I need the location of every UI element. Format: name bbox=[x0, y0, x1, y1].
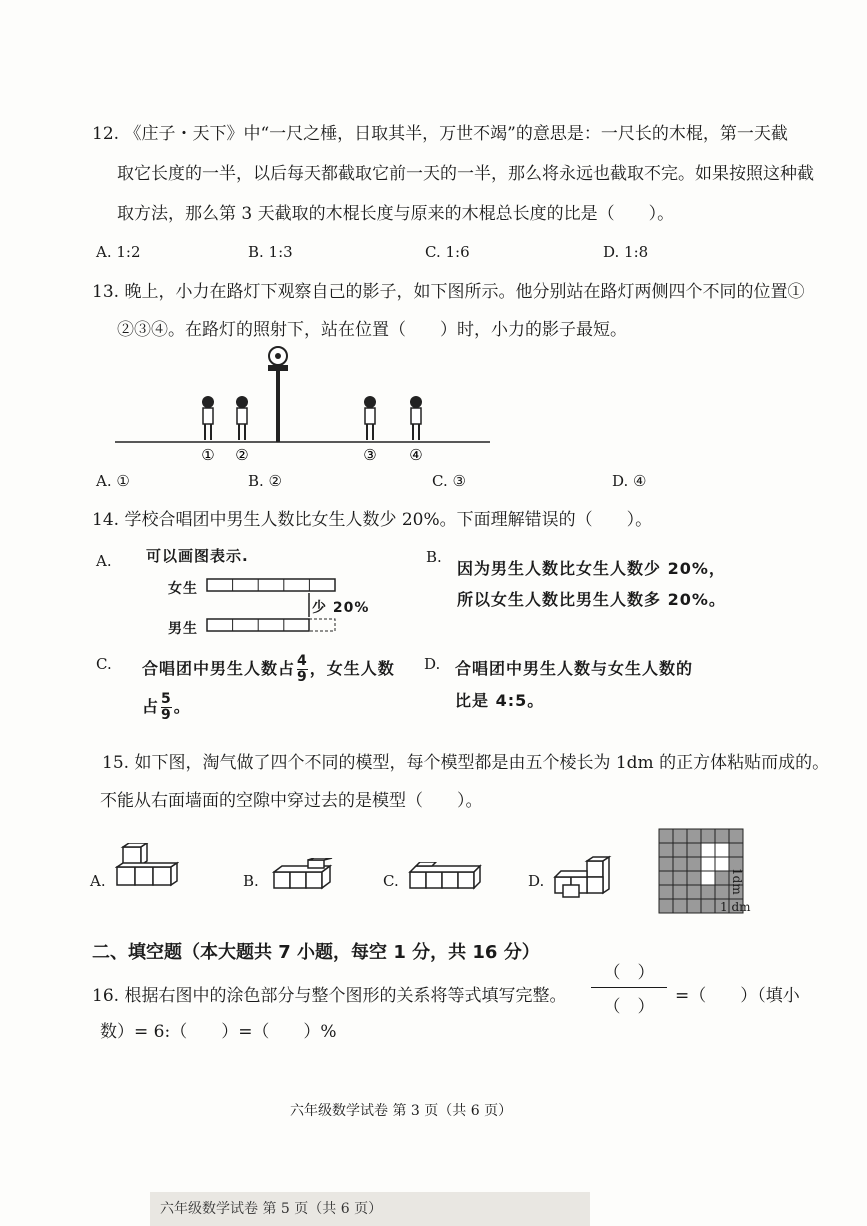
q12-line1: 12. 《庄子・天下》中“一尺之棰，日取其半，万世不竭”的意思是：一尺长的木棍，第一天截 bbox=[92, 124, 788, 144]
wall-cell bbox=[729, 843, 743, 857]
q14-a-text: 可以画图表示. bbox=[146, 547, 249, 565]
wall-cell bbox=[701, 829, 715, 843]
q14-b-line1: 因为男生人数比女生人数少 20%， bbox=[457, 559, 726, 578]
wall-cell bbox=[687, 829, 701, 843]
q15-line1: 15. 如下图，淘气做了四个不同的模型，每个模型都是由五个棱长为 1dm 的正方体粘贴而成的。 bbox=[102, 753, 830, 773]
girls-bar bbox=[207, 579, 335, 591]
person-icon-3 bbox=[364, 396, 376, 440]
wall-cell bbox=[673, 843, 687, 857]
q15-label-a: A. bbox=[90, 872, 106, 890]
wall-cell bbox=[729, 829, 743, 843]
q12-option-d: D. 1:8 bbox=[603, 243, 649, 261]
q13-line2: ②③④。在路灯的照射下，站在位置（ ）时，小力的影子最短。 bbox=[117, 320, 627, 340]
q13-line1: 13. 晚上，小力在路灯下观察自己的影子，如下图所示。他分别站在路灯两侧四个不同的位置① bbox=[92, 282, 805, 302]
q12-line2: 取它长度的一半，以后每天都截取它前一天的一半，那么将永远也截取不完。如果按照这种截 bbox=[117, 164, 814, 184]
q16-line2: 数）= 6:（ ）=（ ）% bbox=[100, 1022, 337, 1042]
q13-option-d: D. ④ bbox=[612, 472, 647, 490]
q12-line3: 取方法，那么第 3 天截取的木棍长度与原来的木棍总长度的比是（ ）。 bbox=[117, 204, 675, 224]
wall-cell bbox=[687, 899, 701, 913]
boys-bar bbox=[207, 619, 335, 631]
q14-a-boys-label: 男生 bbox=[168, 621, 198, 637]
q14-c-line2: 占 $\frac{5}{9}$ 。 bbox=[142, 691, 191, 723]
q15-label-d: D. bbox=[528, 872, 545, 890]
wall-cell bbox=[673, 871, 687, 885]
position-label-3: ③ bbox=[363, 446, 377, 464]
wall-cell bbox=[715, 829, 729, 843]
section-2-title: 二、填空题（本大题共 7 小题，每空 1 分，共 16 分） bbox=[92, 942, 540, 963]
q14-c-label: C. bbox=[96, 655, 112, 673]
model-d-cubes bbox=[553, 855, 613, 901]
wall-gap-cell bbox=[701, 871, 715, 885]
wall-cell bbox=[673, 885, 687, 899]
wall-cell bbox=[673, 899, 687, 913]
person-icon-2 bbox=[236, 396, 248, 440]
wall-cell bbox=[701, 885, 715, 899]
q14-a-label: A. bbox=[96, 552, 112, 570]
wall-dim-horizontal: 1 dm bbox=[720, 900, 751, 914]
wall-gap-cell bbox=[701, 843, 715, 857]
q14-b-line2: 所以女生人数比男生人数多 20%。 bbox=[457, 590, 726, 609]
bleed-through-footer: 六年级数学试卷 第 5 页（共 6 页） bbox=[160, 1201, 383, 1217]
wall-cell bbox=[673, 829, 687, 843]
q14-d-line2: 比是 4:5。 bbox=[455, 691, 545, 710]
q14-a-girls-label: 女生 bbox=[168, 581, 198, 597]
q16-line1-tail: =（ ）（填小 bbox=[675, 986, 800, 1006]
q12-option-a: A. 1:2 bbox=[96, 243, 141, 261]
wall-cell bbox=[659, 857, 673, 871]
wall-cell bbox=[687, 885, 701, 899]
q12-option-b: B. 1:3 bbox=[248, 243, 293, 261]
wall-dim-vertical: 1dm bbox=[730, 868, 744, 895]
wall-cell bbox=[701, 899, 715, 913]
wall-cell bbox=[715, 871, 729, 885]
q15-label-b: B. bbox=[243, 872, 259, 890]
q14-d-line1: 合唱团中男生人数与女生人数的 bbox=[455, 659, 694, 678]
wall-gap-cell bbox=[715, 843, 729, 857]
wall-cell bbox=[659, 829, 673, 843]
q16-fraction-blank: （ ） （ ） bbox=[591, 958, 667, 1017]
q13-option-a: A. ① bbox=[96, 472, 130, 490]
wall-cell bbox=[687, 871, 701, 885]
wall-cell bbox=[659, 871, 673, 885]
wall-cell bbox=[659, 843, 673, 857]
model-b-cubes bbox=[272, 858, 338, 894]
streetlight-figure bbox=[110, 340, 495, 465]
q14-c-line1: 合唱团中男生人数占 $\frac{4}{9}$ ，女生人数 bbox=[142, 653, 395, 685]
page-footer: 六年级数学试卷 第 3 页（共 6 页） bbox=[290, 1103, 513, 1119]
q14-a-less-label: 少 20% bbox=[312, 600, 370, 616]
position-label-4: ④ bbox=[409, 446, 423, 464]
wall-cell bbox=[659, 885, 673, 899]
wall-cell bbox=[715, 885, 729, 899]
position-label-2: ② bbox=[235, 446, 249, 464]
q14-stem: 14. 学校合唱团中男生人数比女生人数少 20%。下面理解错误的（ ）。 bbox=[92, 510, 653, 530]
wall-gap-cell bbox=[701, 857, 715, 871]
q13-option-b: B. ② bbox=[248, 472, 283, 490]
q14-b-label: B. bbox=[426, 548, 442, 566]
q14-d-label: D. bbox=[424, 655, 441, 673]
q15-label-c: C. bbox=[383, 872, 399, 890]
wall-cell bbox=[673, 857, 687, 871]
streetlight-icon bbox=[268, 347, 288, 442]
person-icon-1 bbox=[202, 396, 214, 440]
q13-option-c: C. ③ bbox=[432, 472, 466, 490]
fraction-5-9: $\frac{5}{9}$ bbox=[161, 691, 172, 723]
fraction-4-9: $\frac{4}{9}$ bbox=[297, 653, 308, 685]
wall-gap-cell bbox=[715, 857, 729, 871]
person-icon-4 bbox=[410, 396, 422, 440]
q15-line2: 不能从右面墙面的空隙中穿过去的是模型（ ）。 bbox=[100, 791, 483, 811]
wall-cell bbox=[659, 899, 673, 913]
wall-cell bbox=[687, 857, 701, 871]
model-c-cubes bbox=[408, 862, 484, 894]
q16-line1: 16. 根据右图中的涂色部分与整个图形的关系将等式填写完整。 bbox=[92, 986, 567, 1006]
position-label-1: ① bbox=[201, 446, 215, 464]
wall-cell bbox=[687, 843, 701, 857]
q12-option-c: C. 1:6 bbox=[425, 243, 470, 261]
model-a-cubes bbox=[115, 843, 179, 891]
